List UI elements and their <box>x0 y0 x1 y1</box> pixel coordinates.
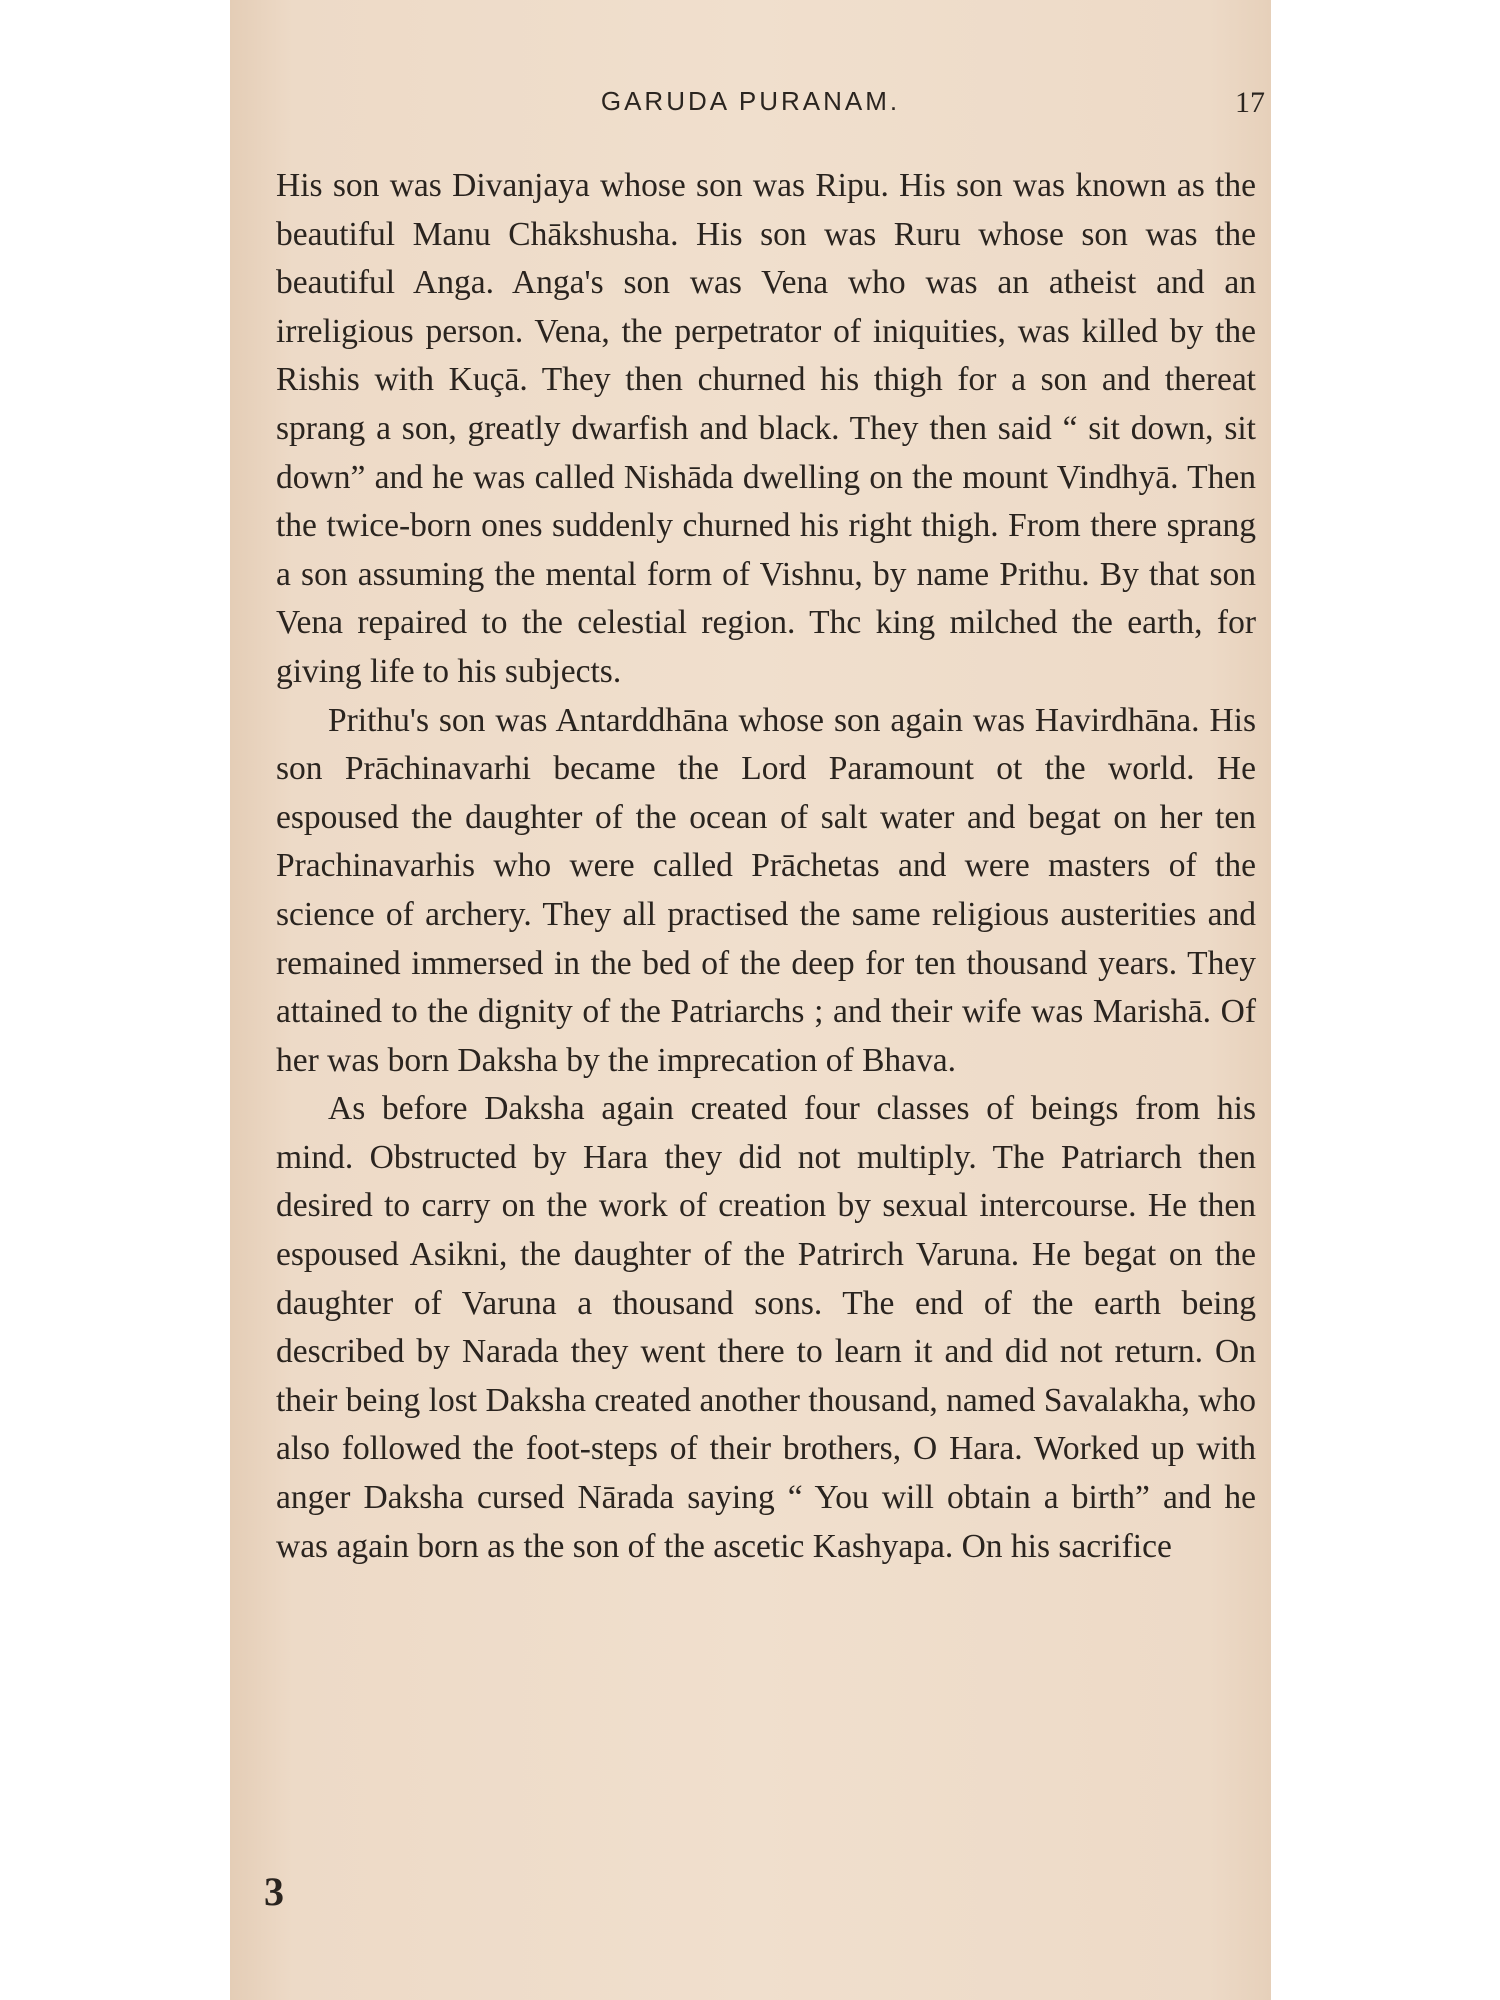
paragraph-3: As before Daksha again created four classes of beings from his mind. Obstructed by Hara they did not multiply. The Patriarch then desired to carry on the work of creation by sexual intercourse. He then espoused Asikni, the daughter of the Patrirch Varuna. He begat on the daughter of Varuna a thousand sons. The end of the earth being described by Narada they went there to learn it and did not return. On their being lost Daksha created another thousand, named Savalakha, who also followed the foot-steps of their brothers, O Hara. Worked up with anger Daksha cursed Nārada saying “ You will obtain a birth” and he was again born as the son of the ascetic Kashyapa. On his sacrifice <box>276 1090 1256 1565</box>
running-head <box>230 86 1271 126</box>
paragraph-2: Prithu's son was Antarddhāna whose son again was Havirdhāna. His son Prāchinavarhi became the Lord Paramount ot the world. He espoused the daughter of the ocean of salt water and begat on her ten Prachinavarhis who were called Prāchetas and were masters of the science of archery. They all practised the same religious austerities and remained immersed in the bed of the deep for ten thousand years. They attained to the dignity of the Patriarchs ; and their wife was Marishā. Of her was born Daksha by the imprecation of Bhava. <box>276 701 1256 1079</box>
book-page <box>230 0 1271 2000</box>
page-title: GARUDA PURANAM. <box>600 86 901 116</box>
signature-mark: 3 <box>264 1869 284 1914</box>
page-number: 17 <box>1235 86 1265 119</box>
paragraph-1: His son was Divanjaya whose son was Ripu. His son was known as the beautiful Manu Chākshusha. His son was Ruru whose son was the beautiful Anga. Anga's son was Vena who was an atheist and an irreligious person. Vena, the perpetrator of iniquities, was killed by the Rishis with Kuçā. They then churned his thigh for a son and thereat sprang a son, greatly dwarfish and black. They then said “ sit down, sit down” and he was called Nishāda dwelling on the mount Vindhyā. Then the twice-born ones suddenly churned his right thigh. From there sprang a son assuming the mental form of Vishnu, by name Prithu. By that son Vena repaired to the celestial region. Thc king milched the earth, for giving life to his subjects. <box>276 167 1256 690</box>
body-text <box>276 162 1256 1571</box>
